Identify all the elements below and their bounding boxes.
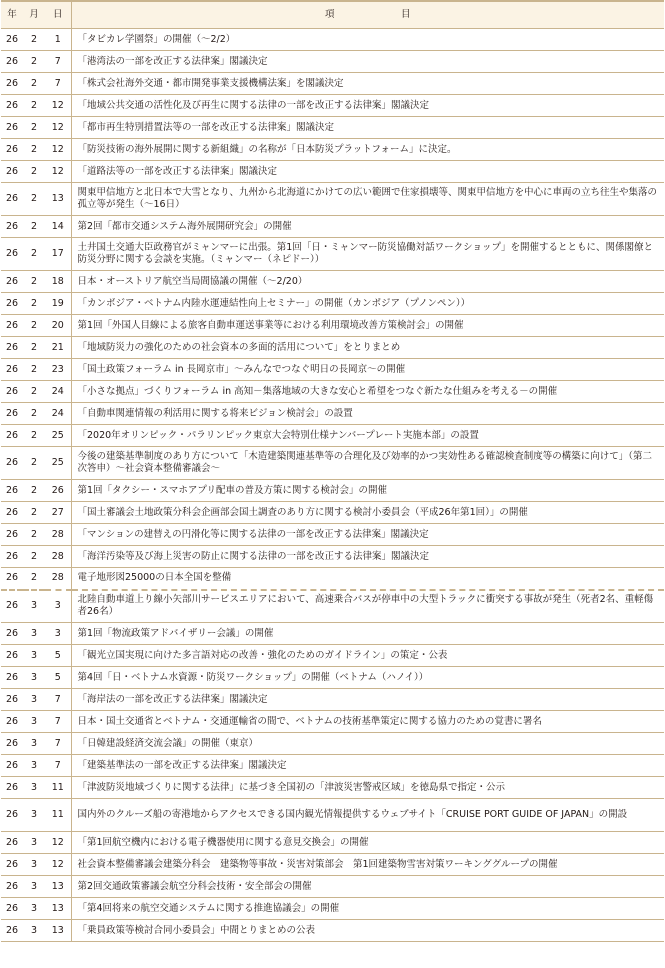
table-row <box>1 689 664 711</box>
month-cell: 3 <box>23 799 45 832</box>
table-row <box>1 381 664 403</box>
day-cell: 12 <box>45 832 71 854</box>
table-row <box>1 29 664 51</box>
month-cell: 2 <box>23 337 45 359</box>
item-cell: 「第4回将来の航空交通システムに関する推進協議会」の開催 <box>71 898 664 920</box>
year-cell: 26 <box>1 711 23 733</box>
table-row <box>1 524 664 546</box>
month-cell: 2 <box>23 183 45 216</box>
day-cell: 7 <box>45 51 71 73</box>
table-row <box>1 876 664 898</box>
day-cell: 28 <box>45 568 71 590</box>
table-row <box>1 546 664 568</box>
item-cell: 日本・オーストリア航空当局間協議の開催（～2/20） <box>71 271 664 293</box>
table-row <box>1 271 664 293</box>
table-row <box>1 337 664 359</box>
item-cell: 「港湾法の一部を改正する法律案」閣議決定 <box>71 51 664 73</box>
day-cell: 11 <box>45 777 71 799</box>
day-cell: 13 <box>45 920 71 942</box>
day-cell: 12 <box>45 117 71 139</box>
year-cell: 26 <box>1 689 23 711</box>
day-cell: 24 <box>45 403 71 425</box>
year-cell: 26 <box>1 546 23 568</box>
year-cell: 26 <box>1 117 23 139</box>
year-cell: 26 <box>1 161 23 183</box>
day-cell: 25 <box>45 425 71 447</box>
table-row <box>1 733 664 755</box>
year-cell: 26 <box>1 832 23 854</box>
month-cell: 3 <box>23 832 45 854</box>
item-cell: 「カンボジア・ベトナム内陸水運連結性向上セミナー」の開催（カンボジア（プノンペン）） <box>71 293 664 315</box>
item-cell: 「都市再生特別措置法等の一部を改正する法律案」閣議決定 <box>71 117 664 139</box>
day-cell: 5 <box>45 667 71 689</box>
item-cell: 今後の建築基準制度のあり方について「木造建築関連基準等の合理化及び効率的かつ実効性ある確認検査制度等の構築に向けて」（第二次答申）～社会資本整備審議会～ <box>71 447 664 480</box>
day-cell: 25 <box>45 447 71 480</box>
table-row <box>1 623 664 645</box>
item-cell: 第1回「外国人目線による旅客自動車運送事業等における利用環境改善方策検討会」の開催 <box>71 315 664 337</box>
month-cell: 2 <box>23 161 45 183</box>
month-header: 月 <box>23 1 45 29</box>
year-cell: 26 <box>1 447 23 480</box>
year-header: 年 <box>1 1 23 29</box>
table-row <box>1 799 664 832</box>
year-cell: 26 <box>1 854 23 876</box>
month-cell: 2 <box>23 359 45 381</box>
table-row <box>1 315 664 337</box>
table-row <box>1 898 664 920</box>
day-cell: 18 <box>45 271 71 293</box>
day-cell: 23 <box>45 359 71 381</box>
year-cell: 26 <box>1 645 23 667</box>
item-cell: 第2回交通政策審議会航空分科会技術・安全部会の開催 <box>71 876 664 898</box>
item-cell: 「自動車関連情報の利活用に関する将来ビジョン検討会」の設置 <box>71 403 664 425</box>
month-cell: 2 <box>23 216 45 238</box>
table-row <box>1 216 664 238</box>
item-cell: 関東甲信地方と北日本で大雪となり、九州から北海道にかけての広い範囲で住家損壊等、関東甲信地方を中心に車両の立ち往生や集落の孤立等が発生（～16日） <box>71 183 664 216</box>
item-cell: 「乗員政策等検討合同小委員会」中間とりまとめの公表 <box>71 920 664 942</box>
item-cell: 「国土政策フォーラム in 長岡京市」～みんなでつなぐ明日の長岡京～の開催 <box>71 359 664 381</box>
day-cell: 19 <box>45 293 71 315</box>
day-cell: 1 <box>45 29 71 51</box>
year-cell: 26 <box>1 480 23 502</box>
year-cell: 26 <box>1 590 23 623</box>
month-cell: 2 <box>23 480 45 502</box>
day-cell: 7 <box>45 689 71 711</box>
month-cell: 2 <box>23 381 45 403</box>
day-cell: 11 <box>45 799 71 832</box>
day-cell: 13 <box>45 898 71 920</box>
month-cell: 2 <box>23 73 45 95</box>
month-cell: 2 <box>23 293 45 315</box>
table-row <box>1 755 664 777</box>
item-cell: 「国土審議会土地政策分科会企画部会国土調査のあり方に関する検討小委員会（平成26年第1回）」の開催 <box>71 502 664 524</box>
year-cell: 26 <box>1 920 23 942</box>
day-cell: 20 <box>45 315 71 337</box>
month-cell: 3 <box>23 667 45 689</box>
day-cell: 12 <box>45 95 71 117</box>
table-row <box>1 139 664 161</box>
item-cell: 「防災技術の海外展開に関する新組織」の名称が「日本防災プラットフォーム」に決定。 <box>71 139 664 161</box>
day-cell: 26 <box>45 480 71 502</box>
month-cell: 3 <box>23 623 45 645</box>
table-row <box>1 920 664 942</box>
year-cell: 26 <box>1 51 23 73</box>
table-row <box>1 568 664 590</box>
item-cell: 第4回「日・ベトナム水資源・防災ワークショップ」の開催（ベトナム（ハノイ）） <box>71 667 664 689</box>
month-cell: 2 <box>23 95 45 117</box>
item-cell: 社会資本整備審議会建築分科会 建築物等事故・災害対策部会 第1回建築物雪害対策ワーキンググループの開催 <box>71 854 664 876</box>
year-cell: 26 <box>1 876 23 898</box>
month-cell: 3 <box>23 645 45 667</box>
table-row <box>1 161 664 183</box>
month-cell: 3 <box>23 898 45 920</box>
year-cell: 26 <box>1 315 23 337</box>
day-cell: 12 <box>45 161 71 183</box>
day-cell: 13 <box>45 183 71 216</box>
table-row <box>1 854 664 876</box>
year-cell: 26 <box>1 359 23 381</box>
table-row <box>1 711 664 733</box>
item-cell: 「海岸法の一部を改正する法律案」閣議決定 <box>71 689 664 711</box>
table-row <box>1 117 664 139</box>
table-row <box>1 502 664 524</box>
item-cell: 「マンションの建替えの円滑化等に関する法律の一部を改正する法律案」閣議決定 <box>71 524 664 546</box>
item-cell: 「第1回航空機内における電子機器使用に関する意見交換会」の開催 <box>71 832 664 854</box>
item-cell: 第2回「都市交通システム海外展開研究会」の開催 <box>71 216 664 238</box>
item-cell: 「建築基準法の一部を改正する法律案」閣議決定 <box>71 755 664 777</box>
item-cell: 「地域公共交通の活性化及び再生に関する法律の一部を改正する法律案」閣議決定 <box>71 95 664 117</box>
year-cell: 26 <box>1 502 23 524</box>
day-cell: 7 <box>45 755 71 777</box>
day-cell: 24 <box>45 381 71 403</box>
table-row <box>1 832 664 854</box>
table-row <box>1 73 664 95</box>
day-cell: 14 <box>45 216 71 238</box>
item-cell: 第1回「物流政策アドバイザリー会議」の開催 <box>71 623 664 645</box>
item-cell: 「観光立国実現に向けた多言語対応の改善・強化のためのガイドライン」の策定・公表 <box>71 645 664 667</box>
month-cell: 2 <box>23 403 45 425</box>
item-cell: 「2020年オリンピック・パラリンピック東京大会特別仕様ナンバープレート実施本部」の設置 <box>71 425 664 447</box>
day-cell: 21 <box>45 337 71 359</box>
item-cell: 北陸自動車道上り線小矢部川サービスエリアにおいて、高速乗合バスが停車中の大型トラックに衝突する事故が発生（死者2名、重軽傷者26名） <box>71 590 664 623</box>
year-cell: 26 <box>1 381 23 403</box>
year-cell: 26 <box>1 755 23 777</box>
item-cell: 土井国土交通大臣政務官がミャンマーに出張。第1回「日・ミャンマー防災協働対話ワークショップ」を開催するとともに、関係閣僚と防災分野に関する会談を実施。（ミャンマー（ネピドー）） <box>71 238 664 271</box>
month-cell: 2 <box>23 29 45 51</box>
month-cell: 2 <box>23 425 45 447</box>
table-row <box>1 95 664 117</box>
month-cell: 2 <box>23 447 45 480</box>
month-cell: 2 <box>23 502 45 524</box>
month-cell: 2 <box>23 315 45 337</box>
year-cell: 26 <box>1 403 23 425</box>
month-cell: 3 <box>23 755 45 777</box>
month-cell: 3 <box>23 920 45 942</box>
day-cell: 5 <box>45 645 71 667</box>
item-cell: 「タビカレ学園祭」の開催（～2/2） <box>71 29 664 51</box>
table-row <box>1 590 664 623</box>
day-cell: 12 <box>45 854 71 876</box>
year-cell: 26 <box>1 216 23 238</box>
month-cell: 2 <box>23 546 45 568</box>
item-header: 項 目 <box>71 1 664 29</box>
day-cell: 7 <box>45 733 71 755</box>
year-cell: 26 <box>1 425 23 447</box>
year-cell: 26 <box>1 95 23 117</box>
year-cell: 26 <box>1 271 23 293</box>
day-cell: 7 <box>45 73 71 95</box>
day-cell: 27 <box>45 502 71 524</box>
day-header: 日 <box>45 1 71 29</box>
month-cell: 2 <box>23 139 45 161</box>
table-row <box>1 293 664 315</box>
month-cell: 2 <box>23 117 45 139</box>
table-row <box>1 359 664 381</box>
month-cell: 3 <box>23 711 45 733</box>
year-cell: 26 <box>1 733 23 755</box>
month-cell: 3 <box>23 689 45 711</box>
month-cell: 2 <box>23 238 45 271</box>
table-row <box>1 51 664 73</box>
year-cell: 26 <box>1 337 23 359</box>
day-cell: 12 <box>45 139 71 161</box>
day-cell: 7 <box>45 711 71 733</box>
year-cell: 26 <box>1 524 23 546</box>
day-cell: 3 <box>45 590 71 623</box>
day-cell: 3 <box>45 623 71 645</box>
month-cell: 3 <box>23 876 45 898</box>
table-row <box>1 447 664 480</box>
month-cell: 3 <box>23 590 45 623</box>
year-cell: 26 <box>1 29 23 51</box>
table-row <box>1 777 664 799</box>
month-cell: 2 <box>23 51 45 73</box>
table-row <box>1 667 664 689</box>
month-cell: 3 <box>23 733 45 755</box>
year-cell: 26 <box>1 293 23 315</box>
item-cell: 「日韓建設経済交流会議」の開催（東京） <box>71 733 664 755</box>
year-cell: 26 <box>1 667 23 689</box>
item-cell: 日本・国土交通省とベトナム・交通運輸省の間で、ベトナムの技術基準策定に関する協力のための覚書に署名 <box>71 711 664 733</box>
day-cell: 28 <box>45 524 71 546</box>
table-row <box>1 238 664 271</box>
item-cell: 電子地形図25000の日本全国を整備 <box>71 568 664 590</box>
item-cell: 第1回「タクシー・スマホアプリ配車の普及方策に関する検討会」の開催 <box>71 480 664 502</box>
year-cell: 26 <box>1 898 23 920</box>
table-row <box>1 425 664 447</box>
year-cell: 26 <box>1 73 23 95</box>
year-cell: 26 <box>1 623 23 645</box>
table-row <box>1 403 664 425</box>
month-cell: 3 <box>23 854 45 876</box>
year-cell: 26 <box>1 777 23 799</box>
day-cell: 17 <box>45 238 71 271</box>
item-cell: 「地域防災力の強化のための社会資本の多面的活用について」をとりまとめ <box>71 337 664 359</box>
month-cell: 3 <box>23 777 45 799</box>
item-cell: 国内外のクルーズ船の寄港地からアクセスできる国内観光情報提供するウェブサイト「CRUISE PORT GUIDE OF JAPAN」の開設 <box>71 799 664 832</box>
month-cell: 2 <box>23 524 45 546</box>
item-cell: 「津波防災地域づくりに関する法律」に基づき全国初の「津波災害警戒区域」を徳島県で指定・公示 <box>71 777 664 799</box>
year-cell: 26 <box>1 183 23 216</box>
month-cell: 2 <box>23 568 45 590</box>
table-row <box>1 480 664 502</box>
year-cell: 26 <box>1 238 23 271</box>
table-row <box>1 183 664 216</box>
month-cell: 2 <box>23 271 45 293</box>
item-cell: 「海洋汚染等及び海上災害の防止に関する法律の一部を改正する法律案」閣議決定 <box>71 546 664 568</box>
year-cell: 26 <box>1 139 23 161</box>
year-cell: 26 <box>1 568 23 590</box>
day-cell: 28 <box>45 546 71 568</box>
table-row <box>1 645 664 667</box>
header-row <box>1 1 664 29</box>
chronology-table <box>1 0 664 942</box>
item-cell: 「小さな拠点」づくりフォーラム in 高知－集落地域の大きな安心と希望をつなぐ新たな仕組みを考える－の開催 <box>71 381 664 403</box>
item-cell: 「道路法等の一部を改正する法律案」閣議決定 <box>71 161 664 183</box>
year-cell: 26 <box>1 799 23 832</box>
day-cell: 13 <box>45 876 71 898</box>
item-cell: 「株式会社海外交通・都市開発事業支援機構法案」を閣議決定 <box>71 73 664 95</box>
